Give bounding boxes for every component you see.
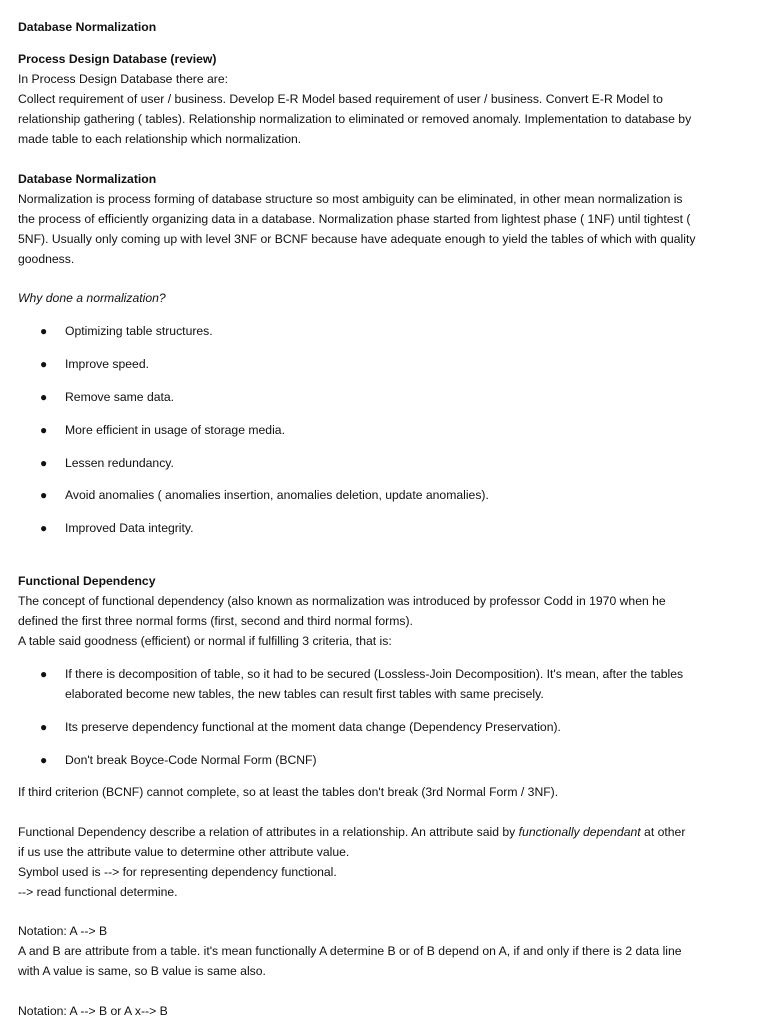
normalization-line: goodness.	[18, 252, 75, 266]
notation-1-line: A and B are attribute from a table. it's mean functionally A determine B or of B depend on A, if and only if there is 2 data line	[18, 944, 682, 958]
fd-line: The concept of functional dependency (also known as normalization was introduced by professor Codd in 1970 when he	[18, 594, 666, 608]
process-design-line: relationship gathering ( tables). Relationship normalization to eliminated or removed anomaly. Implementation to database by	[18, 112, 692, 126]
after-criteria-text: If third criterion (BCNF) cannot complete, so at least the tables don't break (3rd Normal Form / 3NF).	[18, 785, 559, 799]
list-item-continuation: elaborated become new tables, the new tables can result first tables with same precisely.	[65, 687, 544, 701]
fd-describe-italic: functionally dependant	[518, 825, 641, 839]
process-design-line: made table to each relationship which normalization.	[18, 132, 302, 146]
list-item: Lessen redundancy.	[65, 456, 174, 470]
normalization-heading: Database Normalization	[18, 172, 157, 186]
list-item: Don't break Boyce-Code Normal Form (BCNF)	[65, 753, 317, 767]
bullet-icon: ●	[40, 357, 48, 371]
list-item: Improve speed.	[65, 357, 150, 371]
list-item: Its preserve dependency functional at the moment data change (Dependency Preservation).	[65, 720, 561, 734]
bullet-icon: ●	[40, 423, 48, 437]
notation-1-heading: Notation: A --> B	[18, 924, 108, 938]
list-item: Remove same data.	[65, 390, 175, 404]
bullet-icon: ●	[40, 390, 48, 404]
fd-describe-before: Functional Dependency describe a relation of attributes in a relationship. An attribute said by	[18, 825, 519, 839]
notation-2-heading: Notation: A --> B or A x--> B	[18, 1004, 168, 1018]
fd-describe-line: if us use the attribute value to determine other attribute value.	[18, 845, 350, 859]
fd-line: defined the first three normal forms (first, second and third normal forms).	[18, 614, 413, 628]
bullet-icon: ●	[40, 667, 48, 681]
notation-1-line: with A value is same, so B value is same also.	[18, 964, 266, 978]
normalization-line: 5NF). Usually only coming up with level 3NF or BCNF because have adequate enough to yield the tables of which with quality	[18, 232, 696, 246]
process-design-line: In Process Design Database there are:	[18, 72, 229, 86]
list-item: Improved Data integrity.	[65, 521, 194, 535]
bullet-icon: ●	[40, 753, 48, 767]
process-design-heading: Process Design Database (review)	[18, 52, 217, 66]
list-item: If there is decomposition of table, so it had to be secured (Lossless-Join Decomposition). It's mean, after the tables	[65, 667, 684, 681]
bullet-icon: ●	[40, 720, 48, 734]
fd-describe-line: Symbol used is --> for representing dependency functional.	[18, 865, 337, 879]
list-item: Avoid anomalies ( anomalies insertion, anomalies deletion, update anomalies).	[65, 488, 489, 502]
fd-describe-after: at other	[640, 825, 686, 839]
list-item: More efficient in usage of storage media.	[65, 423, 285, 437]
bullet-icon: ●	[40, 324, 48, 338]
fd-describe-line: --> read functional determine.	[18, 885, 178, 899]
doc-title: Database Normalization	[18, 20, 157, 34]
list-item: Optimizing table structures.	[65, 324, 213, 338]
process-design-line: Collect requirement of user / business. Develop E-R Model based requirement of user / business. Convert E-R Model to	[18, 92, 663, 106]
normalization-line: Normalization is process forming of database structure so most ambiguity can be eliminated, in other mean normalization is	[18, 192, 683, 206]
normalization-line: the process of efficiently organizing data in a database. Normalization phase started from lightest phase ( 1NF) until tightest (	[18, 212, 691, 226]
bullet-icon: ●	[40, 456, 48, 470]
fd-line: A table said goodness (efficient) or normal if fulfilling 3 criteria, that is:	[18, 634, 392, 648]
fd-describe-line	[18, 822, 754, 842]
bullet-icon: ●	[40, 488, 48, 502]
why-question: Why done a normalization?	[18, 291, 166, 305]
bullet-icon: ●	[40, 521, 48, 535]
functional-dependency-heading: Functional Dependency	[18, 574, 156, 588]
